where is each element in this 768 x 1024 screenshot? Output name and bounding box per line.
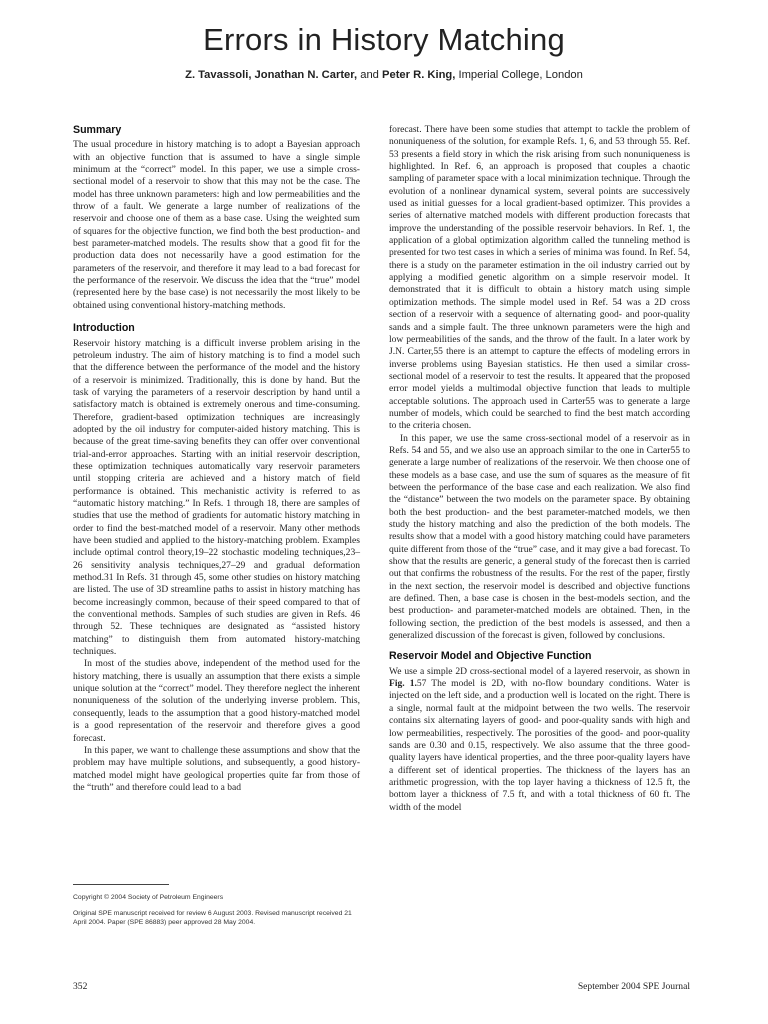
reservoir-model-heading: Reservoir Model and Objective Function xyxy=(389,650,592,663)
author-conjunction: and xyxy=(357,69,383,81)
footnote-divider xyxy=(73,884,169,885)
figure-1-reference: Fig. 1. xyxy=(389,678,417,690)
introduction-heading: Introduction xyxy=(73,322,135,335)
author-names: Z. Tavassoli, Jonathan N. Carter, xyxy=(185,69,358,81)
journal-issue: September 2004 SPE Journal xyxy=(577,981,690,992)
page-number: 352 xyxy=(73,981,88,992)
page-title: Errors in History Matching xyxy=(203,22,565,57)
model-text-rest: 57 The model is 2D, with no-flow boundary conditions. Water is injected on the left side, and a production well is located on the right. There is a single, normal fault at the midpoint between the two wells. The reservoir contains six alternating layers of good- and poor-quality sands with high and low permeabilities, respectively. The porosities of the good- and poor-quality sands are 0.30 and 0.15, respectively. We also assume that the three good-quality layers have identical properties, and the three poor-quality layers have a different set of identical properties. The thickness of the layers has an arithmetic progression, with the top layer having a thickness of 12.5 ft, the bottom layer a thickness of 7.5 ft, and with a total thickness of 60 ft. The width of the model xyxy=(389,678,690,813)
introduction-paragraph-1: Reservoir history matching is a difficult inverse problem arising in the petroleum industry. The aim of history matching is to find a model such that the difference between the performance of the model and the history of a reservoir is minimized. Traditionally, this is done by hand. But the task of varying the parameters of a reservoir description by hand until a satisfactory match is obtained is extremely onerous and time-consuming. Therefore, gradient-based optimization techniques are increasingly adopted by the oil industry for computer-aided history matching. This is because of the great time-saving benefits they can offer over conventional trial-and-error approaches. Starting with an initial reservoir description, these optimization techniques automatically vary reservoir parameters until stopping criteria are achieved and a history match of field performance is obtained. This mechanistic activity is referred to as “automatic history matching.” In Refs. 1 through 18, there are samples of studies that use the method of gradients for automatic history matching in order to find the best-matched model of a reservoir. Many other methods have been studied and applied to the history-matching problem. Examples include optimal control theory,19–22 stochastic modeling techniques,23–26 sensitivity analysis techniques,27–29 and gradual deformation method.31 In Refs. 31 through 45, some other studies on history matching are listed. The use of 3D streamline paths to assist in history matching has become increasingly common, because of their speed compared to that of the conventional methods. Samples of such studies are given in Refs. 46 through 52. These techniques are designated as “assisted history matching” to distinguish them from automated history-matching techniques. xyxy=(73,337,360,658)
manuscript-note: Original SPE manuscript received for review 6 August 2003. Revised manuscript received 21 April 2004. Paper (SPE 86883) peer approved 28 May 2004. xyxy=(73,910,352,926)
right-paragraph-2: In this paper, we use the same cross-sectional model of a reservoir as in Refs. 54 and 55, and we also use an approach similar to the one in Carter55 to generate a large number of realizations of the reservoir. We then choose one of these models as a base case, and use the sum of squares as the measure of fit between the performance of the base case and each realization. We also find the “distance” between the two models on the parameter space. By obtaining both the best production- and the best parameter-matched models, we then study the history matching and also the prediction of the both models. The results show that a model with a good history matching could have parameters quite different from those of the “true” case, and it may give a bad forecast. To show that the results are generic, a general study of the forecast then is carried out that confirms the robustness of the results. For the rest of the paper, firstly in the next section, the reservoir model is described and objective functions are defined. Then, a base case is chosen in the best-models section, and the best production- and parameter-matched models are obtained. Then, in the following section, the prediction of the best models is assessed, and then a generalized discussion of the forecast is given, followed by conclusions. xyxy=(389,432,690,642)
right-column xyxy=(389,124,690,814)
author-byline xyxy=(0,69,768,81)
summary-paragraph: The usual procedure in history matching is to adopt a Bayesian approach with an objective function that is assumed to have a single simple minimum at the “correct” model. In this paper, we use a simple cross-sectional model of a reservoir to show that this may not be the case. The model has three unknown parameters: high and low permeabilities and the throw of a fault. We generate a large number of realizations of the reservoir and choose one of them as a base case. Using the weighted sum of squares for the objective function, we find both the best production- and best parameter-matched models. The results show that a good fit for the production data does not necessarily have a good estimation for the parameters of the reservoir, and therefore it may lead to a bad forecast for the performance of the reservoir. We discuss the idea that the “true” model (represented here by the base case) is not necessarily the most likely to be obtained using conventional history-matching methods. xyxy=(73,139,360,311)
copyright-note: Copyright © 2004 Society of Petroleum Engineers xyxy=(73,894,224,901)
left-column xyxy=(73,124,360,794)
reservoir-model-paragraph xyxy=(389,666,690,814)
author-name-last: Peter R. King, xyxy=(382,69,456,81)
author-affiliation: Imperial College, London xyxy=(455,69,583,81)
summary-heading: Summary xyxy=(73,124,122,136)
model-text-start: We use a simple 2D cross-sectional model of a layered reservoir, as shown in xyxy=(389,665,690,677)
introduction-paragraph-3: In this paper, we want to challenge these assumptions and show that the problem may have multiple solutions, and subsequently, a good history-matched model might have geological properties quite far from those of the “truth” and therefore could lead to a bad xyxy=(73,744,360,793)
right-paragraph-1: forecast. There have been some studies that attempt to tackle the problem of nonuniqueness of the solution, for example Refs. 1, 6, and 53 through 55. Ref. 53 presents a field story in which the risk arising from such nonuniqueness is highlighted. In Ref. 6, an approach is proposed that couples a chaotic sampling of parameter space with a local minimization technique. Through the evolution of a nonlinear dynamical system, several points are successively used as initial guesses for a local gradient-based optimizer. This provides a series of alternative matched models with different production forecasts that improve the understanding of the possible reservoir behaviors. In Ref. 1, the application of a global optimization algorithm called the tunneling method is presented for two test cases in which a series of minima was found. In Ref. 54, there is a study on the parameter estimation in the oil industry carried out by applying a modified genetic algorithm on a simple reservoir model. It demonstrated that it is difficult to obtain a history match using simple optimization methods. The simple model used in Ref. 54 was a 2D cross section of a reservoir with a sequence of alternating good- and poor-quality sands and a simple fault. The three unknown parameters were the high and low permeabilities of the sands, and the throw of the fault. In a later work by J.N. Carter,55 there is an attempt to capture the effects of modeling errors in inverse problems using Bayesian statistics. He then used a similar cross-sectional model of a reservoir to test the results. It appeared that the proposed error model yields a multimodal objective function that leads to multiple acceptable solutions. The approach used in Carter55 was to generate a large number of models, which could be searched to find the best match according to the criteria chosen. xyxy=(389,124,690,432)
introduction-paragraph-2: In most of the studies above, independent of the method used for the history matching, there is usually an assumption that there exists a simple unique solution at the “correct” model. They therefore neglect the inherent nonuniqueness of the solution of the underlying inverse problem. This, consequently, leads to the assumption that a good history-matched model is a good representation of the reservoir and therefore gives a good forecast. xyxy=(73,658,360,744)
